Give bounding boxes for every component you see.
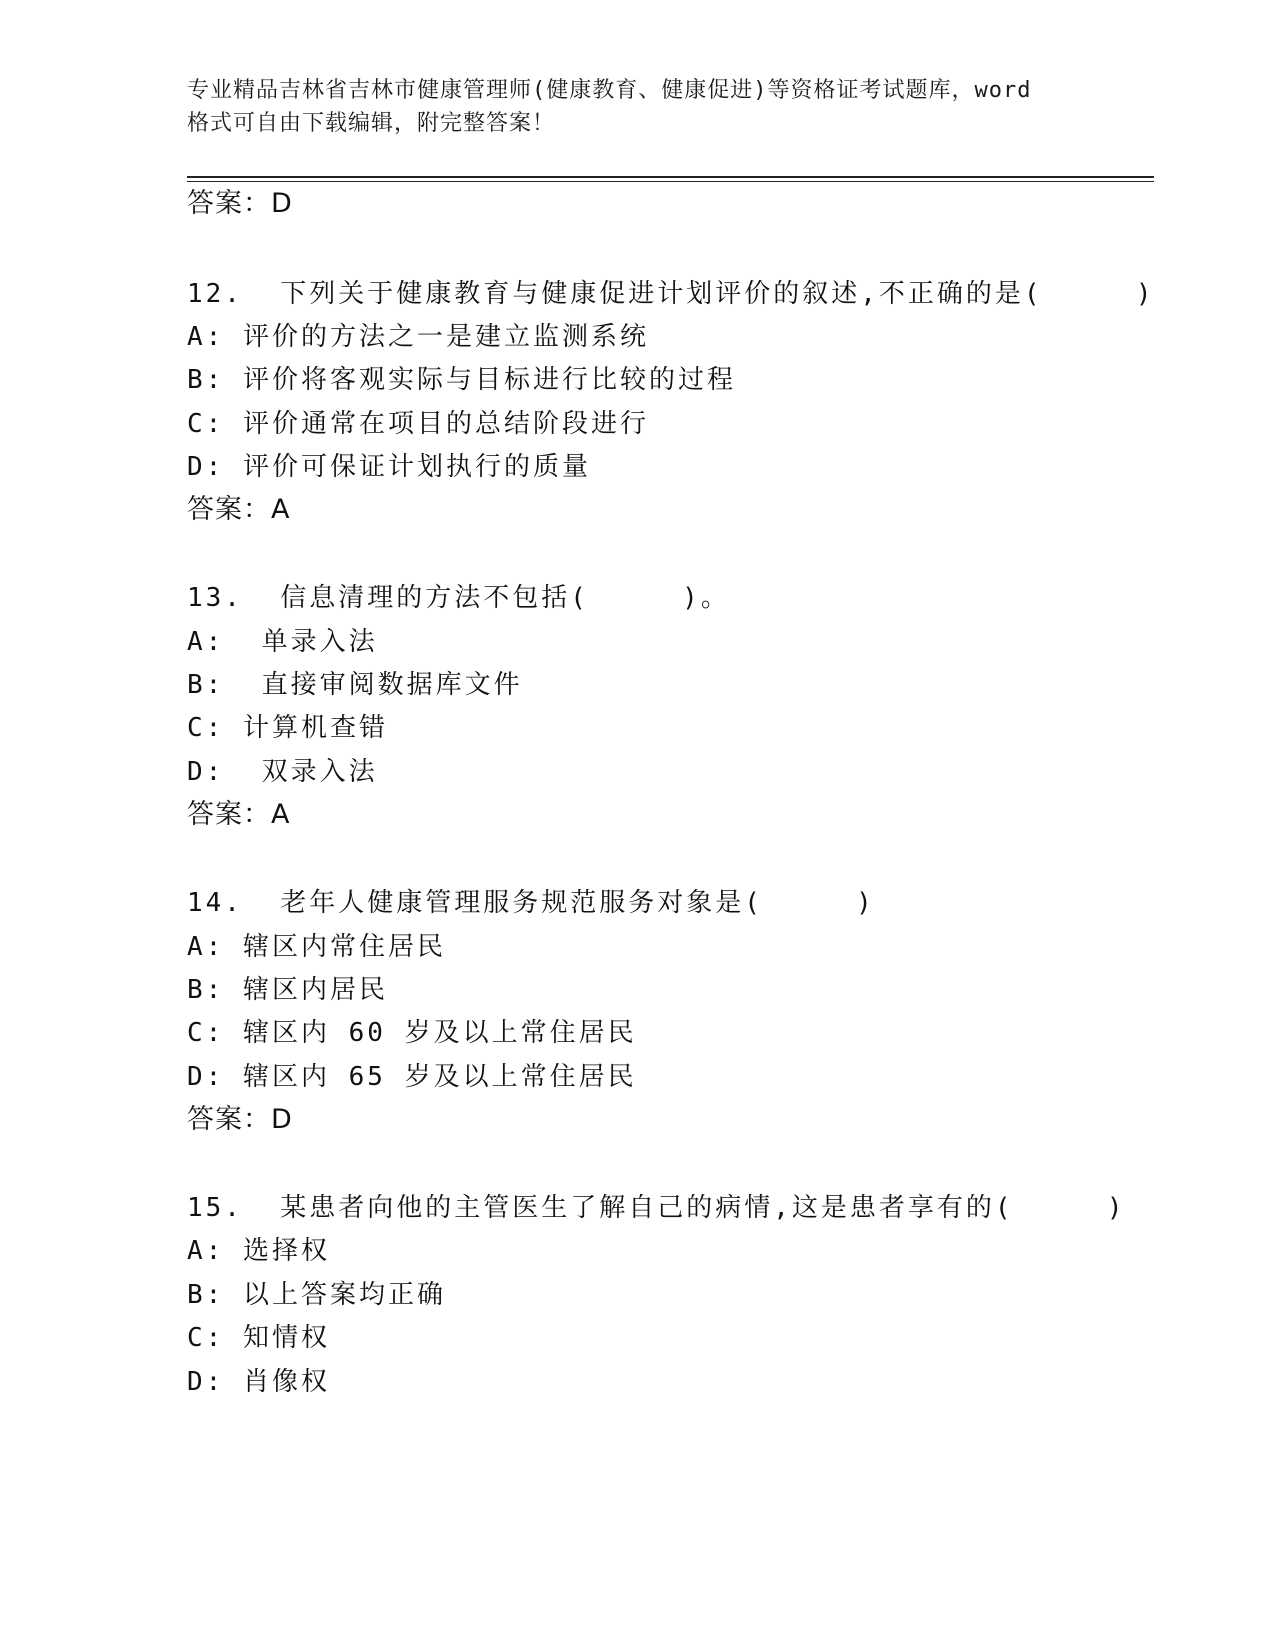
document-header <box>187 74 1087 140</box>
question-13-option-b: B: 直接审阅数据库文件 <box>187 670 523 700</box>
question-12-option-a: A: 评价的方法之一是建立监测系统 <box>187 322 649 352</box>
header-line-1: 专业精品吉林省吉林市健康管理师(健康教育、健康促进)等资格证考试题库，word <box>187 78 1032 103</box>
question-12-answer: 答案：A <box>187 494 291 525</box>
question-15-option-a: A: 选择权 <box>187 1236 330 1266</box>
question-12-stem: 12. 下列关于健康教育与健康促进计划评价的叙述,不正确的是( ) <box>187 279 1155 309</box>
question-14-stem: 14. 老年人健康管理服务规范服务对象是( ) <box>187 888 875 918</box>
question-13-option-a: A: 单录入法 <box>187 627 378 657</box>
header-line-2: 格式可自由下载编辑，附完整答案！ <box>187 111 556 136</box>
question-14-option-a: A: 辖区内常住居民 <box>187 932 446 962</box>
header-divider-thin <box>187 181 1154 182</box>
question-13-option-c: C: 计算机查错 <box>187 713 388 743</box>
question-14-option-d: D: 辖区内 65 岁及以上常住居民 <box>187 1062 637 1092</box>
question-12-option-b: B: 评价将客观实际与目标进行比较的过程 <box>187 365 736 395</box>
question-15-stem: 15. 某患者向他的主管医生了解自己的病情,这是患者享有的( ) <box>187 1193 1126 1223</box>
question-12-option-c: C: 评价通常在项目的总结阶段进行 <box>187 409 649 439</box>
question-13-stem: 13. 信息清理的方法不包括( )。 <box>187 583 730 613</box>
question-14-option-c: C: 辖区内 60 岁及以上常住居民 <box>187 1018 637 1048</box>
question-14-option-b: B: 辖区内居民 <box>187 975 388 1005</box>
answer-previous: 答案：D <box>187 188 293 219</box>
header-divider-thick <box>187 176 1154 178</box>
question-15-option-c: C: 知情权 <box>187 1323 330 1353</box>
question-14-answer: 答案：D <box>187 1104 293 1135</box>
question-13-option-d: D: 双录入法 <box>187 757 378 787</box>
question-13-answer: 答案：A <box>187 799 291 830</box>
question-15-option-d: D: 肖像权 <box>187 1367 330 1397</box>
question-15-option-b: B: 以上答案均正确 <box>187 1280 446 1310</box>
question-12-option-d: D: 评价可保证计划执行的质量 <box>187 452 591 482</box>
